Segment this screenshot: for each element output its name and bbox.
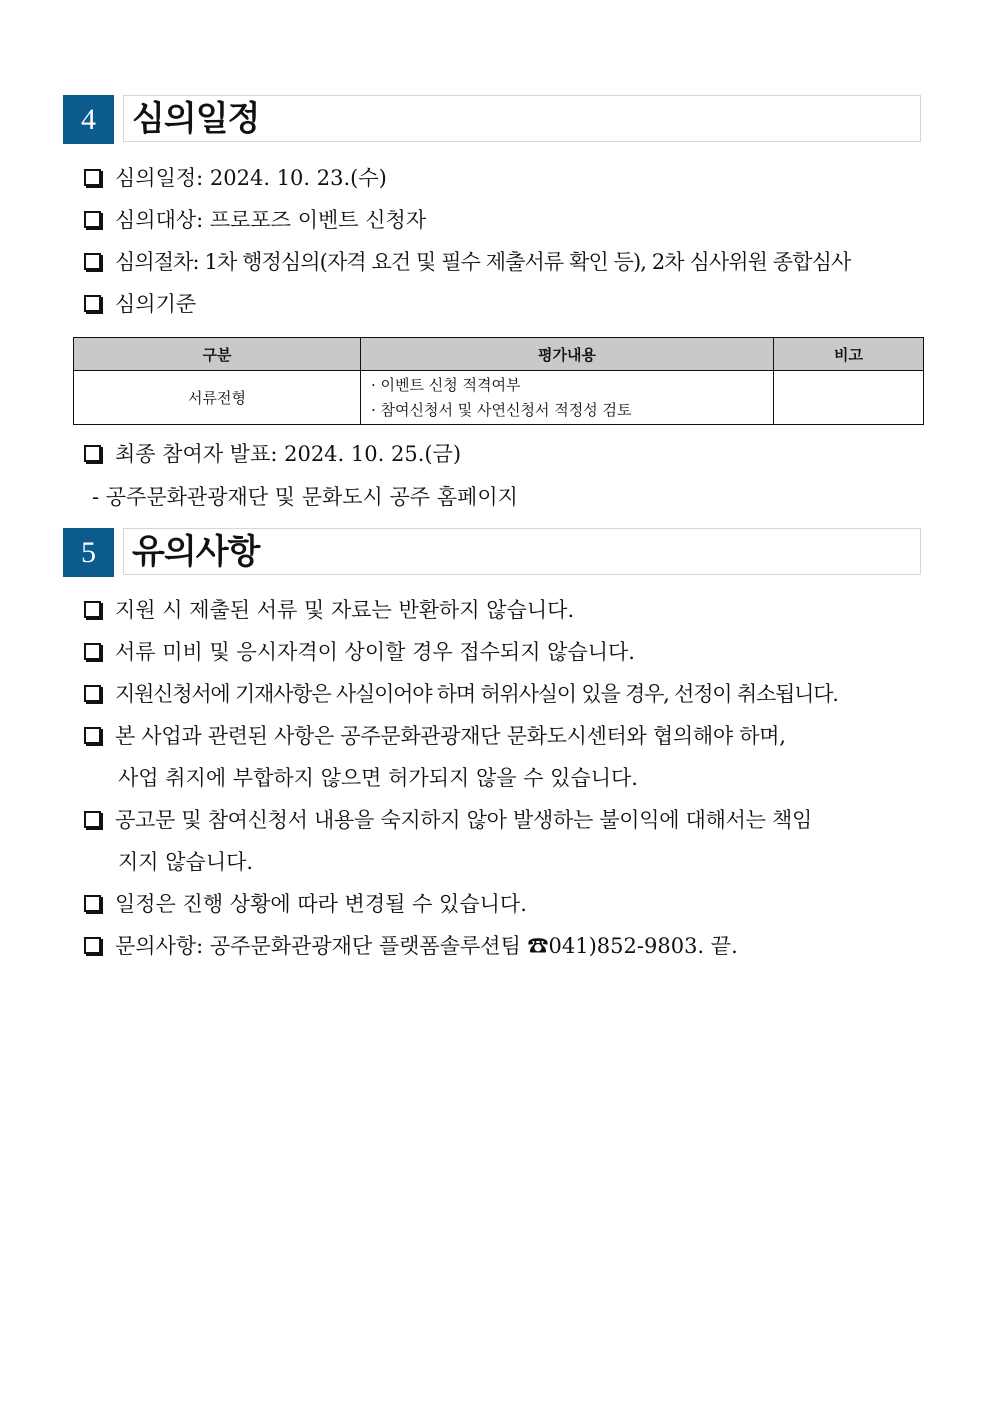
list-item: 문의사항: 공주문화관광재단 플랫폼솔루션팀 ☎041)852-9803. 끝.: [84, 931, 738, 961]
list-item: 심의일정: 2024. 10. 23.(수): [84, 163, 387, 193]
section-number: 5: [63, 528, 114, 577]
list-item-continuation: 사업 취지에 부합하지 않으면 허가되지 않을 수 있습니다.: [118, 766, 638, 790]
section-title: 유의사항: [123, 528, 921, 575]
section-5-header: [63, 528, 923, 577]
section-number: 4: [63, 95, 114, 144]
checkbox-bullet-icon: [84, 601, 101, 618]
checkbox-bullet-icon: [84, 685, 101, 702]
list-item-continuation: 지지 않습니다.: [118, 850, 254, 874]
list-item: 최종 참여자 발표: 2024. 10. 25.(금): [84, 439, 461, 469]
contents-cell: · 이벤트 신청 적격여부 · 참여신청서 및 사연신청서 적정성 검토: [361, 371, 774, 425]
checkbox-bullet-icon: [84, 727, 101, 744]
checkbox-bullet-icon: [84, 937, 101, 954]
list-item: 심의기준: [84, 289, 196, 319]
note-cell: [774, 371, 924, 425]
checkbox-bullet-icon: [84, 895, 101, 912]
checkbox-bullet-icon: [84, 211, 101, 228]
category-cell: 서류전형: [74, 371, 361, 425]
checkbox-bullet-icon: [84, 169, 101, 186]
criteria-table: [73, 337, 924, 425]
list-item: 공고문 및 참여신청서 내용을 숙지하지 않아 발생하는 불이익에 대해서는 책임: [84, 805, 812, 835]
list-item: 심의대상: 프로포즈 이벤트 신청자: [84, 205, 426, 235]
checkbox-bullet-icon: [84, 253, 101, 270]
list-item: 일정은 진행 상황에 따라 변경될 수 있습니다.: [84, 889, 527, 919]
table-header-row: [74, 338, 924, 371]
list-item: 서류 미비 및 응시자격이 상이할 경우 접수되지 않습니다.: [84, 637, 635, 667]
checkbox-bullet-icon: [84, 445, 101, 462]
checkbox-bullet-icon: [84, 295, 101, 312]
checkbox-bullet-icon: [84, 811, 101, 828]
section-4-header: [63, 95, 923, 144]
list-item: 심의절차: 1차 행정심의(자격 요건 및 필수 제출서류 확인 등), 2차 심사위원 종합심사: [84, 247, 850, 277]
list-item: 본 사업과 관련된 사항은 공주문화관광재단 문화도시센터와 협의해야 하며,: [84, 721, 786, 751]
list-item: 지원신청서에 기재사항은 사실이어야 하며 허위사실이 있을 경우, 선정이 취소됩니다.: [84, 679, 838, 709]
column-header: 비고: [774, 338, 924, 371]
list-item: 지원 시 제출된 서류 및 자료는 반환하지 않습니다.: [84, 595, 574, 625]
column-header: 평가내용: [361, 338, 774, 371]
table-row: [74, 371, 924, 425]
section-title: 심의일정: [123, 95, 921, 142]
column-header: 구분: [74, 338, 361, 371]
sub-item: - 공주문화관광재단 및 문화도시 공주 홈페이지: [92, 485, 518, 509]
checkbox-bullet-icon: [84, 643, 101, 660]
